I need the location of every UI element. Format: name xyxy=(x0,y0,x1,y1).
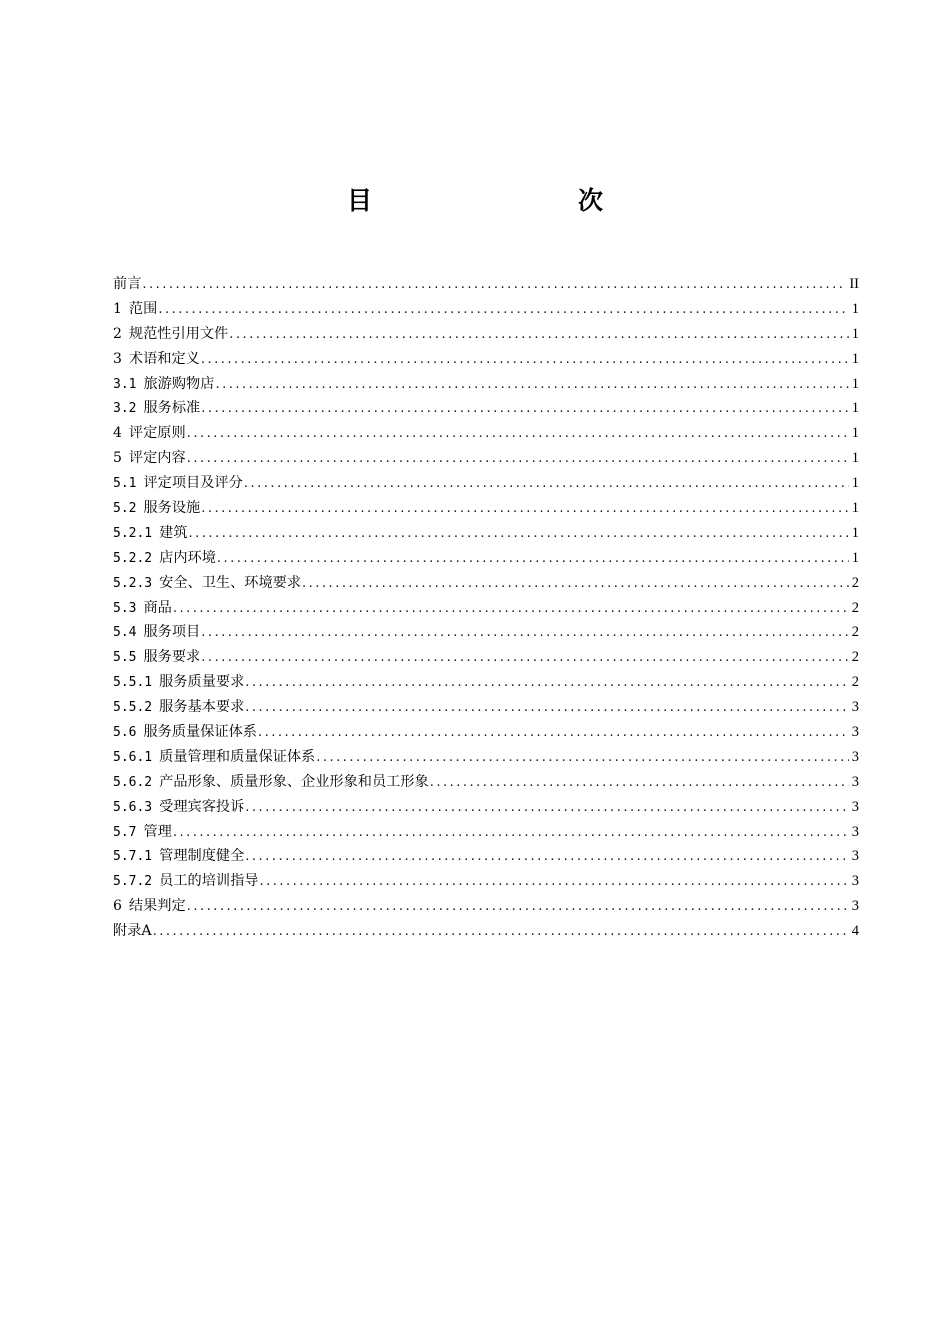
toc-entry-page-number: 3 xyxy=(851,699,859,716)
toc-entry-label: 受理宾客投诉 xyxy=(159,798,245,815)
toc-entry-page-number: 1 xyxy=(851,475,859,492)
toc-entry-number: 5.7.1 xyxy=(113,849,153,865)
toc-entry-page-number: 3 xyxy=(851,724,859,741)
toc-dot-leader xyxy=(244,472,849,496)
toc-entry-label: 质量管理和质量保证体系 xyxy=(159,748,316,765)
toc-dot-leader xyxy=(245,796,848,820)
toc-dot-leader xyxy=(245,696,848,720)
toc-entry-page-number: 1 xyxy=(851,524,859,541)
toc-entry[interactable] xyxy=(113,297,859,322)
toc-dot-leader xyxy=(142,273,846,297)
toc-entry-page-number: 1 xyxy=(851,325,859,342)
toc-entry[interactable] xyxy=(113,396,859,421)
toc-entry-page-number: 1 xyxy=(851,350,859,367)
toc-entry-label: 管理制度健全 xyxy=(159,848,245,865)
toc-entry[interactable] xyxy=(113,372,859,397)
toc-entry[interactable] xyxy=(113,795,859,820)
toc-dot-leader xyxy=(173,597,849,621)
toc-entry-label: 管理 xyxy=(143,823,172,840)
toc-entry-page-number: 4 xyxy=(851,923,859,940)
toc-entry[interactable] xyxy=(113,820,859,845)
toc-entry-label: 商品 xyxy=(143,599,172,616)
toc-entry[interactable] xyxy=(113,745,859,770)
table-of-contents xyxy=(113,272,859,944)
toc-entry-page-number: 2 xyxy=(851,624,859,641)
toc-dot-leader xyxy=(217,547,849,571)
toc-dot-leader xyxy=(316,746,849,770)
toc-entry[interactable] xyxy=(113,521,859,546)
toc-entry[interactable] xyxy=(113,645,859,670)
toc-entry-number: 5.5.1 xyxy=(113,675,153,691)
toc-entry-label: 规范性引用文件 xyxy=(128,325,229,342)
toc-dot-leader xyxy=(201,621,849,645)
toc-entry[interactable] xyxy=(113,546,859,571)
toc-entry-number: 5.5 xyxy=(113,650,137,666)
toc-entry-label: 评定项目及评分 xyxy=(143,475,243,492)
toc-entry-page-number: 1 xyxy=(851,450,859,467)
toc-entry-page-number: 3 xyxy=(851,873,859,890)
toc-entry-number: 3 xyxy=(113,350,122,367)
toc-entry[interactable] xyxy=(113,571,859,596)
toc-entry-label: 前言 xyxy=(113,276,142,292)
toc-entry-label: 服务质量保证体系 xyxy=(143,724,257,741)
toc-entry-page-number: 2 xyxy=(851,574,859,591)
toc-entry-page-number: 2 xyxy=(851,599,859,616)
toc-entry-label: 服务要求 xyxy=(143,649,201,666)
toc-dot-leader xyxy=(201,348,849,372)
toc-dot-leader xyxy=(158,298,848,322)
toc-dot-leader xyxy=(173,821,849,845)
toc-entry-page-number: 2 xyxy=(851,649,859,666)
toc-entry-number: 5.1 xyxy=(113,476,137,492)
toc-entry-label: 产品形象、质量形象、企业形象和员工形象 xyxy=(159,773,429,790)
toc-entry-number: 5.5.2 xyxy=(113,700,153,716)
toc-entry-page-number: 2 xyxy=(851,674,859,691)
toc-entry-number: 5.2.2 xyxy=(113,550,153,566)
toc-entry-label: 评定原则 xyxy=(128,425,186,442)
toc-entry[interactable] xyxy=(113,596,859,621)
toc-entry-label: 店内环境 xyxy=(159,549,216,566)
toc-entry-page-number: II xyxy=(849,276,859,292)
toc-entry[interactable] xyxy=(113,695,859,720)
toc-entry-page-number: 3 xyxy=(851,848,859,865)
toc-entry-number: 3.2 xyxy=(113,401,137,417)
toc-title: 目 次 xyxy=(346,186,655,215)
toc-dot-leader xyxy=(258,721,849,745)
toc-entry-number: 5.7 xyxy=(113,824,137,840)
toc-entry-label: 术语和定义 xyxy=(128,350,200,367)
toc-entry-label: 结果判定 xyxy=(128,898,186,915)
toc-entry[interactable] xyxy=(113,496,859,521)
toc-entry-number: 4 xyxy=(113,425,122,442)
toc-entry[interactable] xyxy=(113,322,859,347)
toc-dot-leader xyxy=(187,422,849,446)
toc-entry-number: 5.6.1 xyxy=(113,749,153,765)
toc-dot-leader xyxy=(302,572,849,596)
toc-entry[interactable] xyxy=(113,844,859,869)
toc-entry-label: 服务基本要求 xyxy=(159,699,245,716)
toc-entry-label: 范围 xyxy=(128,300,158,317)
toc-entry-page-number: 3 xyxy=(851,898,859,915)
toc-entry-number: 5.6 xyxy=(113,725,137,741)
toc-dot-leader xyxy=(187,447,849,471)
toc-entry[interactable] xyxy=(113,869,859,894)
toc-dot-leader xyxy=(430,771,849,795)
toc-dot-leader xyxy=(245,845,848,869)
toc-dot-leader xyxy=(189,522,849,546)
toc-entry[interactable] xyxy=(113,620,859,645)
toc-entry-page-number: 3 xyxy=(851,823,859,840)
toc-entry-number: 5.7.2 xyxy=(113,874,153,890)
toc-entry-page-number: 1 xyxy=(851,375,859,392)
toc-entry-number: 5.2.3 xyxy=(113,575,153,591)
toc-entry[interactable] xyxy=(113,894,859,919)
toc-dot-leader xyxy=(259,870,848,894)
toc-entry-number: 5.2.1 xyxy=(113,525,153,541)
toc-entry[interactable] xyxy=(113,770,859,795)
toc-entry-page-number: 1 xyxy=(851,549,859,566)
toc-dot-leader xyxy=(187,895,849,919)
toc-entry-page-number: 3 xyxy=(851,748,859,765)
toc-entry-number: 2 xyxy=(113,325,122,342)
toc-entry-page-number: 1 xyxy=(851,425,859,442)
toc-entry-number: 5.3 xyxy=(113,600,137,616)
toc-entry-label: 服务质量要求 xyxy=(159,674,245,691)
toc-entry-number: 5.4 xyxy=(113,625,137,641)
toc-entry-page-number: 1 xyxy=(851,500,859,517)
toc-entry[interactable] xyxy=(113,919,859,944)
toc-entry-label: 附录A xyxy=(113,923,152,940)
toc-entry-number: 5.2 xyxy=(113,501,137,517)
toc-dot-leader xyxy=(153,920,849,944)
toc-entry-label: 旅游购物店 xyxy=(143,375,215,392)
toc-entry[interactable] xyxy=(113,471,859,496)
toc-entry-number: 5 xyxy=(113,450,122,467)
toc-dot-leader xyxy=(201,646,849,670)
toc-entry-page-number: 3 xyxy=(851,798,859,815)
toc-entry-label: 服务项目 xyxy=(143,624,201,641)
toc-entry-number: 5.6.2 xyxy=(113,774,153,790)
toc-entry[interactable] xyxy=(113,347,859,372)
toc-entry-page-number: 1 xyxy=(851,400,859,417)
toc-entry[interactable] xyxy=(113,446,859,471)
toc-entry-label: 服务设施 xyxy=(143,500,201,517)
toc-entry-number: 1 xyxy=(113,300,122,317)
toc-entry-label: 服务标准 xyxy=(143,400,201,417)
toc-dot-leader xyxy=(201,397,849,421)
toc-entry-number: 6 xyxy=(113,898,122,915)
toc-entry-label: 评定内容 xyxy=(128,450,186,467)
toc-dot-leader xyxy=(201,497,849,521)
toc-dot-leader xyxy=(229,323,849,347)
toc-entry-page-number: 3 xyxy=(851,773,859,790)
toc-entry[interactable] xyxy=(113,421,859,446)
toc-entry-label: 安全、卫生、环境要求 xyxy=(159,574,302,591)
toc-entry[interactable] xyxy=(113,720,859,745)
toc-dot-leader xyxy=(215,373,848,397)
toc-entry-label: 员工的培训指导 xyxy=(159,873,259,890)
toc-entry-label: 建筑 xyxy=(159,524,188,541)
toc-entry-number: 3.1 xyxy=(113,376,137,392)
toc-dot-leader xyxy=(245,671,848,695)
toc-entry-page-number: 1 xyxy=(851,300,859,317)
toc-entry[interactable] xyxy=(113,670,859,695)
toc-entry[interactable] xyxy=(113,272,859,297)
toc-entry-number: 5.6.3 xyxy=(113,799,153,815)
